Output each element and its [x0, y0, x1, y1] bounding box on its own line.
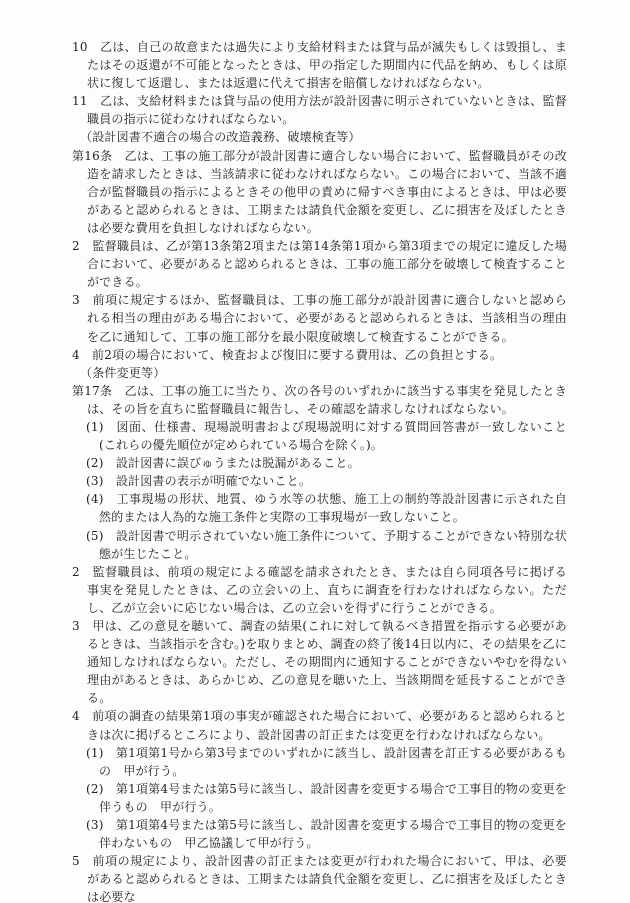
paragraph-text: 工事現場の形状、地質、ゆう水等の状態、施工上の制約等設計図書に示された自然的または人為的な施工条件と実際の工事現場が一致しないこと。: [99, 492, 567, 525]
paragraph-marker: (2): [86, 781, 104, 796]
paragraph-article: [72, 147, 567, 237]
paragraph-marker: (1): [86, 419, 104, 434]
paragraph-text: 図面、仕様書、現場説明書および現場説明に対する質問回答書が一致しないこと(これらの優先順位が定められている場合を除く。)。: [99, 419, 567, 453]
paragraph-text: 前項に規定するほか、監督職員は、工事の施工部分が設計図書に適合しないと認められる相当の理由がある場合において、必要があると認められるときは、当該相当の理由を乙に通知して、工事の施工部分を最小限度破壊して検査することができる。: [87, 293, 568, 344]
paragraph-marker: (3): [86, 818, 104, 833]
paragraph-subitem: [72, 780, 567, 816]
paragraph-item: [72, 291, 567, 345]
paragraph-heading: [72, 128, 567, 146]
paragraph-subitem: [72, 490, 567, 526]
paragraph-subitem: [72, 816, 567, 852]
paragraph-text: 前項の規定により、設計図書の訂正または変更が行われた場合において、甲は、必要があると認められるときは、工期または請負代金額を変更し、乙に損害を及ぼしたときは必要な: [87, 854, 567, 903]
paragraph-text: 乙は、支給材料または貸与品の使用方法が設計図書に明示されていないときは、監督職員の指示に従わなければならない。: [87, 94, 568, 127]
paragraph-text: 監督職員は、前項の規定による確認を請求されたとき、または自ら同項各号に掲げる事実を発見したときは、乙の立会いの上、直ちに調査を行わなければならない。ただし、乙が立会いに応じない場合は、乙の立会いを得ずに行うことができる。: [87, 564, 568, 615]
paragraph-marker: (1): [86, 745, 104, 760]
paragraph-text: 設計図書の表示が明確でないこと。: [115, 474, 312, 489]
paragraph-marker: 4: [72, 347, 80, 362]
paragraph-text: 設計図書で明示されていない施工条件について、予期することができない特別な状態が生じたこと。: [99, 528, 567, 561]
paragraph-item: [72, 563, 567, 617]
paragraph-text: 甲は、乙の意見を聴いて、調査の結果(これに対して執るべき措置を指示する必要があるときは、当該指示を含む。)を取りまとめ、調査の終了後14日以内に、その結果を乙に通知しなければならない。ただし、その期間内に通知することができないやむを得ない理由があるときは、あらかじめ、乙の意見を聴いた上、当該期間を延長することができる。: [87, 619, 568, 706]
paragraph-marker: (3): [86, 474, 104, 489]
paragraph-subitem: [72, 472, 567, 490]
contract-text-body: [72, 38, 567, 903]
paragraph-text: 乙は、工事の施工に当たり、次の各号のいずれかに該当する事実を発見したときは、その旨を直ちに監督職員に報告し、その確認を請求しなければならない。: [87, 383, 567, 416]
paragraph-marker: 3: [72, 293, 80, 308]
paragraph-subitem: [72, 744, 567, 780]
paragraph-text: 監督職員は、乙が第13条第2項または第14条第1項から第3項までの規定に違反した場合において、必要があると認められるときは、工事の施工部分を破壊して検査することができる。: [87, 239, 567, 290]
paragraph-text: 乙は、自己の故意または過失により支給材料または貸与品が滅失もしくは毀損し、またはその返還が不可能となったときは、甲の指定した期間内に代品を納め、もしくは原状に復して返還し、または返還に代えて損害を賠償しなければならない。: [87, 40, 568, 91]
paragraph-text: 前2項の場合において、検査および復旧に要する費用は、乙の負担とする。: [92, 347, 503, 362]
paragraph-marker: 10: [72, 40, 88, 54]
paragraph-text: 第1項第4号または第5号に該当し、設計図書を変更する場合で工事目的物の変更を伴わないもの 甲乙協議して甲が行う。: [99, 818, 568, 851]
paragraph-subitem: [72, 418, 567, 454]
paragraph-subitem: [72, 454, 567, 472]
paragraph-marker: 11: [72, 94, 88, 109]
paragraph-marker: 4: [72, 709, 80, 724]
paragraph-item: [72, 707, 567, 743]
paragraph-article: [72, 382, 567, 418]
paragraph-text: 設計図書に誤びゅうまたは脱漏があること。: [115, 456, 360, 471]
paragraph-marker: 第17条: [72, 383, 113, 398]
paragraph-item: [72, 38, 567, 92]
paragraph-marker: 第16条: [72, 148, 113, 163]
paragraph-subitem: [72, 527, 567, 563]
paragraph-item: [72, 852, 567, 903]
paragraph-text: 第1項第4号または第5号に該当し、設計図書を変更する場合で工事目的物の変更を伴うもの 甲が行う。: [99, 781, 568, 814]
paragraph-marker: 2: [72, 239, 80, 254]
paragraph-item: [72, 346, 567, 364]
paragraph-item: [72, 617, 567, 707]
paragraph-marker: 5: [72, 854, 80, 869]
paragraph-text: 乙は、工事の施工部分が設計図書に適合しない場合において、監督職員がその改造を請求したときは、当該請求に従わなければならない。この場合において、当該不適合が監督職員の指示によるときその他甲の責めに帰すべき事由によるときは、甲は必要があると認められるときは、工期または請負代金額を変更し、乙に損害を及ぼしたときは必要な費用を負担しなければならない。: [87, 148, 567, 235]
paragraph-marker: (5): [86, 528, 104, 543]
paragraph-item: [72, 237, 567, 291]
paragraph-item: [72, 92, 567, 128]
paragraph-marker: (4): [86, 492, 104, 507]
paragraph-text: （設計図書不適合の場合の改造義務、破壊検査等）: [80, 130, 361, 145]
paragraph-text: （条件変更等）: [80, 365, 166, 380]
paragraph-text: 第1項第1号から第3号までのいずれかに該当し、設計図書を訂正する必要があるもの 甲が行う。: [99, 745, 568, 778]
paragraph-heading: [72, 364, 567, 382]
paragraph-marker: 3: [72, 619, 80, 633]
paragraph-text: 前項の調査の結果第1項の事実が確認された場合において、必要があると認められるときは次に掲げるところにより、設計図書の訂正または変更を行わなければならない。: [87, 709, 567, 742]
paragraph-marker: 2: [72, 564, 80, 579]
paragraph-marker: (2): [86, 456, 104, 471]
